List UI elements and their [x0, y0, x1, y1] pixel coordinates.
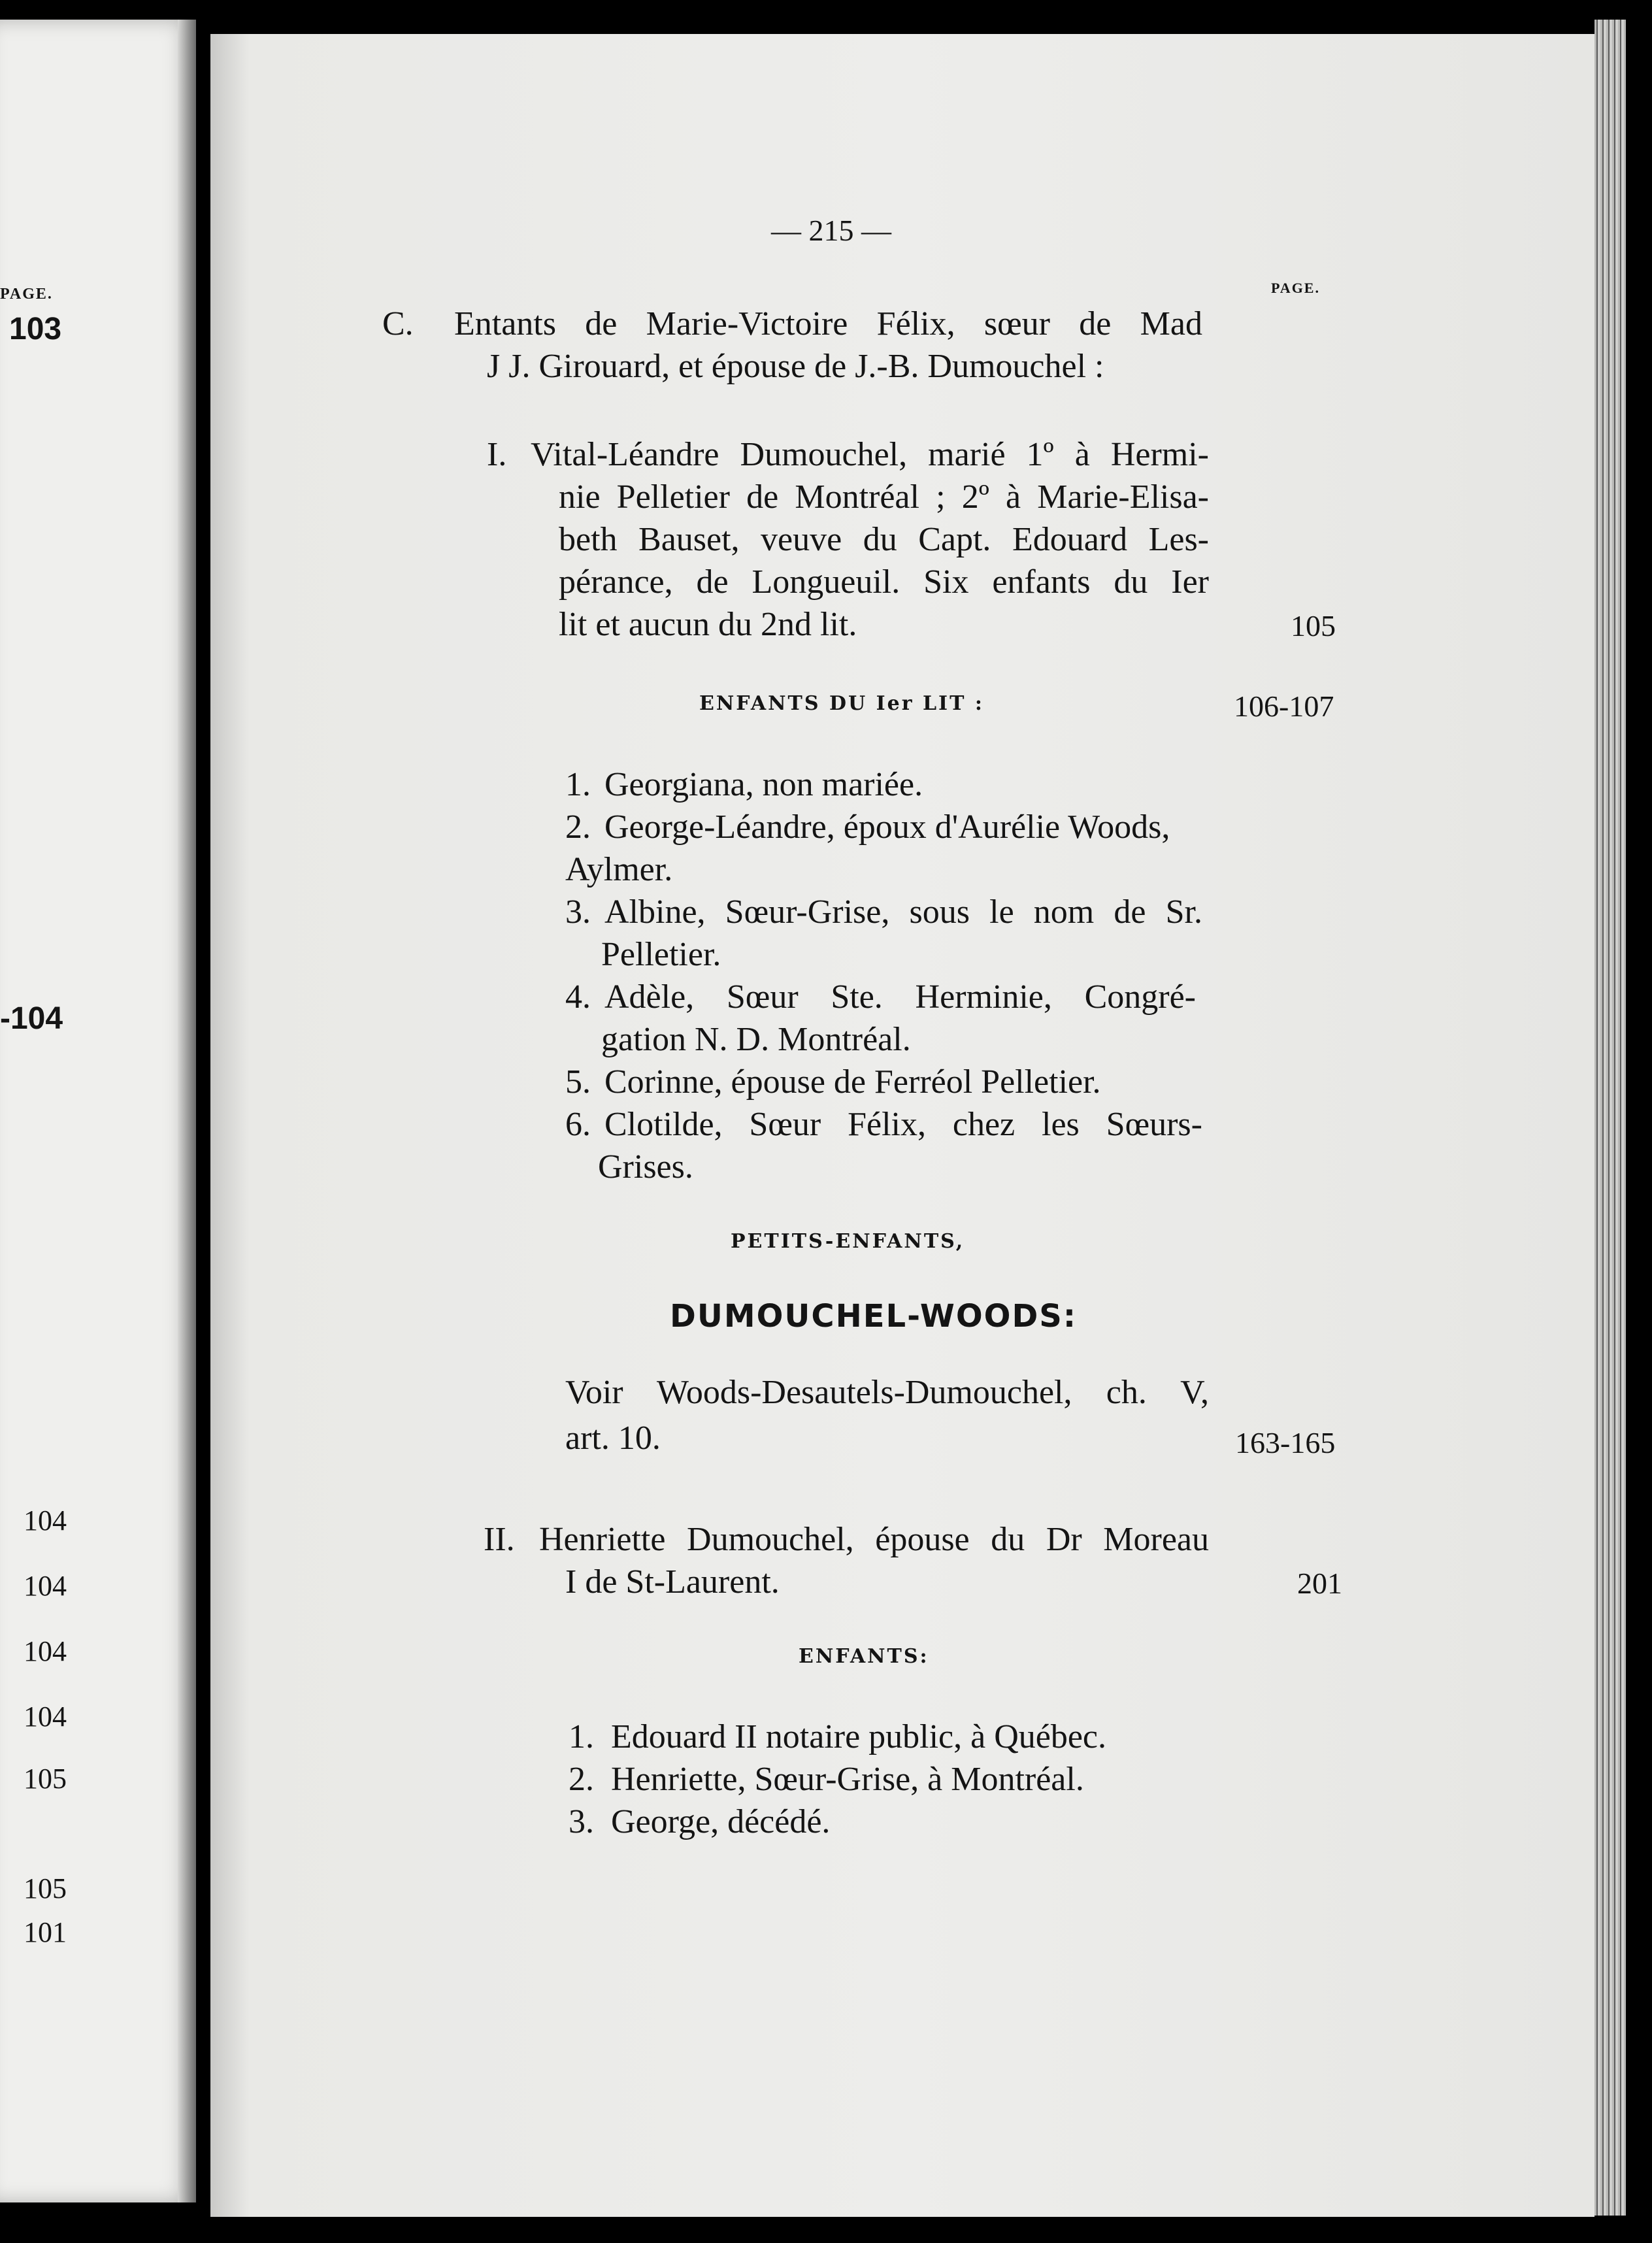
left-page-head: PAGE.	[0, 286, 53, 303]
left-page-number: 104	[24, 1701, 67, 1733]
list-item: Adèle, Sœur Ste. Herminie, Congré-	[604, 978, 1196, 1016]
page-reference: 106-107	[1234, 690, 1334, 723]
list-number: 1.	[569, 1718, 594, 1755]
cross-reference-line: Voir Woods-Desautels-Dumouchel, ch. V,	[565, 1374, 1209, 1411]
list-item: George-Léandre, époux d'Aurélie Woods,	[604, 808, 1170, 846]
binding-shadow	[178, 20, 196, 2202]
left-facing-page	[0, 20, 196, 2202]
list-item: Georgiana, non mariée.	[604, 766, 923, 803]
entry-line: Vital-Léandre Dumouchel, marié 1º à Hermi-	[531, 436, 1209, 473]
left-page-number: 105	[24, 1763, 67, 1795]
left-page-number: 105	[24, 1872, 67, 1904]
list-item: Clotilde, Sœur Félix, chez les Sœurs-	[604, 1106, 1202, 1143]
list-item-continuation: gation N. D. Montréal.	[601, 1021, 911, 1058]
list-item: Corinne, épouse de Ferréol Pelletier.	[604, 1063, 1101, 1101]
list-item: George, décédé.	[611, 1803, 831, 1840]
list-item: Albine, Sœur-Grise, sous le nom de Sr.	[604, 893, 1202, 931]
page-reference: 201	[1297, 1567, 1342, 1600]
list-number: 6.	[565, 1106, 591, 1143]
section-heading: ENFANTS:	[799, 1645, 929, 1668]
left-page-number: 104	[24, 1635, 67, 1667]
roman-numeral: I.	[487, 436, 507, 473]
entry-line: I de St-Laurent.	[565, 1563, 780, 1601]
list-item-continuation: Pelletier.	[601, 936, 721, 973]
left-page-number: 104	[24, 1570, 67, 1602]
page-reference: 163-165	[1235, 1426, 1336, 1459]
page-edge-stack	[1594, 20, 1626, 2216]
list-number: 5.	[565, 1063, 591, 1101]
list-number: 3.	[565, 893, 591, 931]
section-letter: C.	[382, 305, 414, 342]
list-number: 1.	[565, 766, 591, 803]
family-heading: DUMOUCHEL-WOODS:	[670, 1298, 1078, 1335]
page-number: — 215 —	[771, 214, 891, 247]
section-heading: ENFANTS DU Ier LIT :	[699, 692, 984, 715]
section-intro-line: Entants de Marie-Victoire Félix, sœur de Mad	[454, 305, 1202, 342]
page-column-label: PAGE.	[1271, 280, 1320, 296]
left-page-number: -104	[0, 1001, 63, 1036]
list-number: 3.	[569, 1803, 594, 1840]
section-heading: PETITS-ENFANTS,	[731, 1230, 965, 1253]
roman-numeral: II.	[484, 1521, 515, 1558]
entry-line: pérance, de Longueuil. Six enfants du Ier	[559, 563, 1209, 601]
list-item-continuation: Grises.	[598, 1148, 693, 1186]
list-number: 2.	[569, 1761, 594, 1798]
left-page-number: 103	[9, 312, 62, 346]
cross-reference-line: art. 10.	[565, 1420, 661, 1457]
list-item-continuation: Aylmer.	[565, 851, 673, 888]
section-intro-line: J J. Girouard, et épouse de J.-B. Dumouchel :	[487, 348, 1104, 385]
list-number: 2.	[565, 808, 591, 846]
list-item: Edouard II notaire public, à Québec.	[611, 1718, 1107, 1755]
entry-line: nie Pelletier de Montréal ; 2º à Marie-Elisa-	[559, 478, 1209, 516]
list-item: Henriette, Sœur-Grise, à Montréal.	[611, 1761, 1084, 1798]
entry-line: lit et aucun du 2nd lit.	[559, 606, 857, 643]
page-reference: 105	[1291, 609, 1336, 642]
list-number: 4.	[565, 978, 591, 1016]
left-page-number: 101	[24, 1916, 67, 1948]
left-page-number: 104	[24, 1504, 67, 1537]
entry-line: beth Bauset, veuve du Capt. Edouard Les-	[559, 521, 1209, 558]
entry-line: Henriette Dumouchel, épouse du Dr Moreau	[539, 1521, 1209, 1558]
